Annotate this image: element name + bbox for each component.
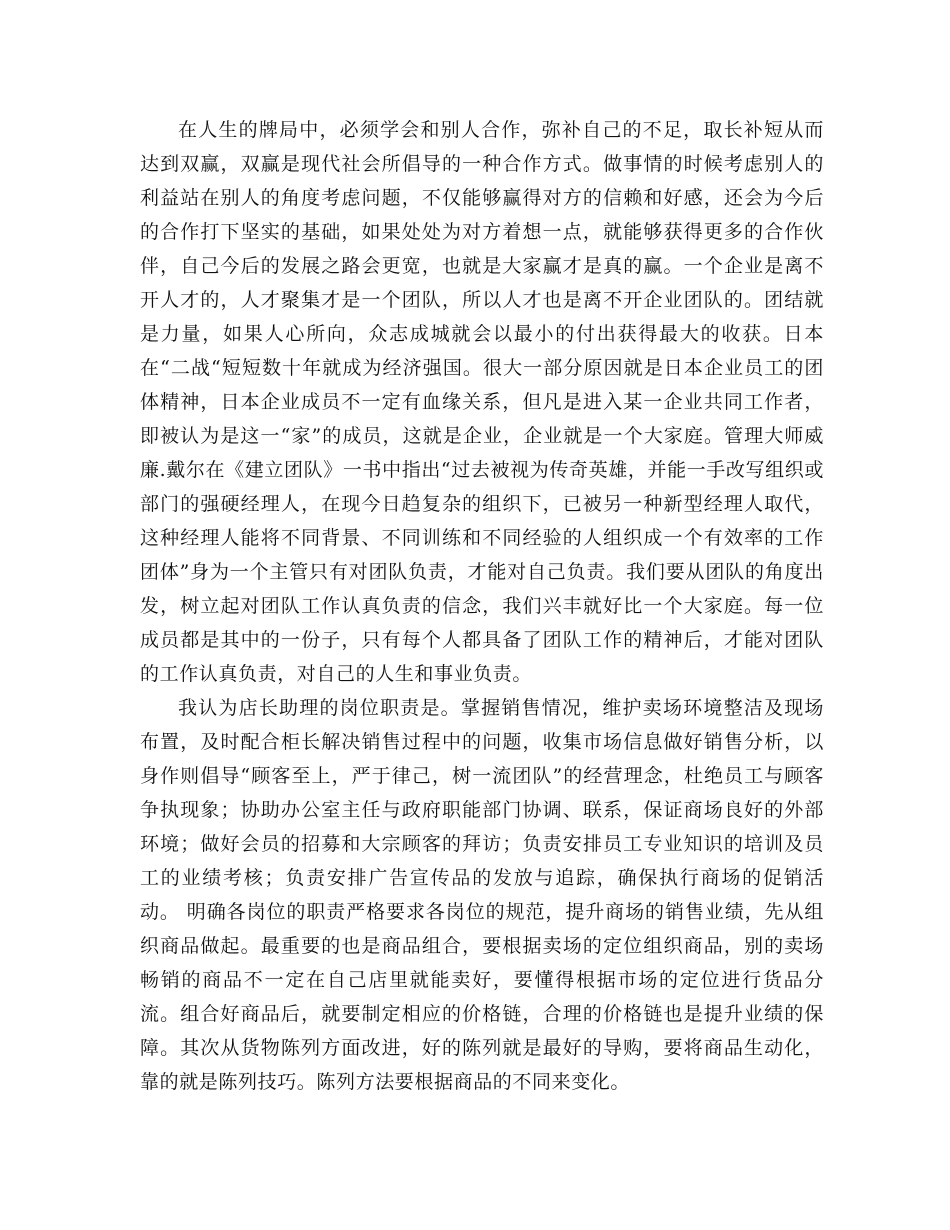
paragraph-assistant-duties: 我认为店长助理的岗位职责是。掌握销售情况，维护卖场环境整洁及现场布置，及时配合柜长解决销售过程中的问题，收集市场信息做好销售分析，以身作则倡导“顾客至上，严于律己，树一流团队”的经营理念，杜绝员工与顾客争执现象；协助办公室主任与政府职能部门协调、联系，保证商场良好的外部环境；做好会员的招募和大宗顾客的拜访；负责安排员工专业知识的培训及员工的业绩考核；负责安排广告宣传品的发放与追踪，确保执行商场的促销活动。 明确各岗位的职责严格要求各岗位的规范，提升商场的销售业绩，先从组织商品做起。最重要的也是商品组合，要根据卖场的定位组织商品，别的卖场畅销的商品不一定在自己店里就能卖好，要懂得根据市场的定位进行货品分流。组合好商品后，就要制定相应的价格链，合理的价格链也是提升业绩的保障。其次从货物陈列方面改进，好的陈列就是最好的导购，要将商品生动化，靠的就是陈列技巧。陈列方法要根据商品的不同来变化。 — [140, 697, 824, 1093]
document-body — [140, 113, 824, 1099]
paragraph-teamwork: 在人生的牌局中，必须学会和别人合作，弥补自己的不足，取长补短从而达到双赢，双赢是现代社会所倡导的一种合作方式。做事情的时候考虑别人的利益站在别人的角度考虑问题，不仅能够赢得对方的信赖和好感，还会为今后的合作打下坚实的基础，如果处处为对方着想一点，就能够获得更多的合作伙伴，自己今后的发展之路会更宽，也就是大家赢才是真的赢。一个企业是离不开人才的，人才聚集才是一个团队，所以人才也是离不开企业团队的。团结就是力量，如果人心所向，众志成城就会以最小的付出获得最大的收获。日本在“二战“短短数十年就成为经济强国。很大一部分原因就是日本企业员工的团体精神，日本企业成员不一定有血缘关系，但凡是进入某一企业共同工作者，即被认为是这一“家”的成员，这就是企业，企业就是一个大家庭。管理大师威廉.戴尔在《建立团队》一书中指出“过去被视为传奇英雄，并能一手改写组织或部门的强硬经理人，在现今日趋复杂的组织下，已被另一种新型经理人取代，这种经理人能将不同背景、不同训练和不同经验的人组织成一个有效率的工作团体”身为一个主管只有对团队负责，才能对自己负责。我们要从团队的角度出发，树立起对团队工作认真负责的信念，我们兴丰就好比一个大家庭。每一位成员都是其中的一份子，只有每个人都具备了团队工作的精神后，才能对团队的工作认真负责，对自己的人生和事业负责。 — [140, 119, 824, 685]
